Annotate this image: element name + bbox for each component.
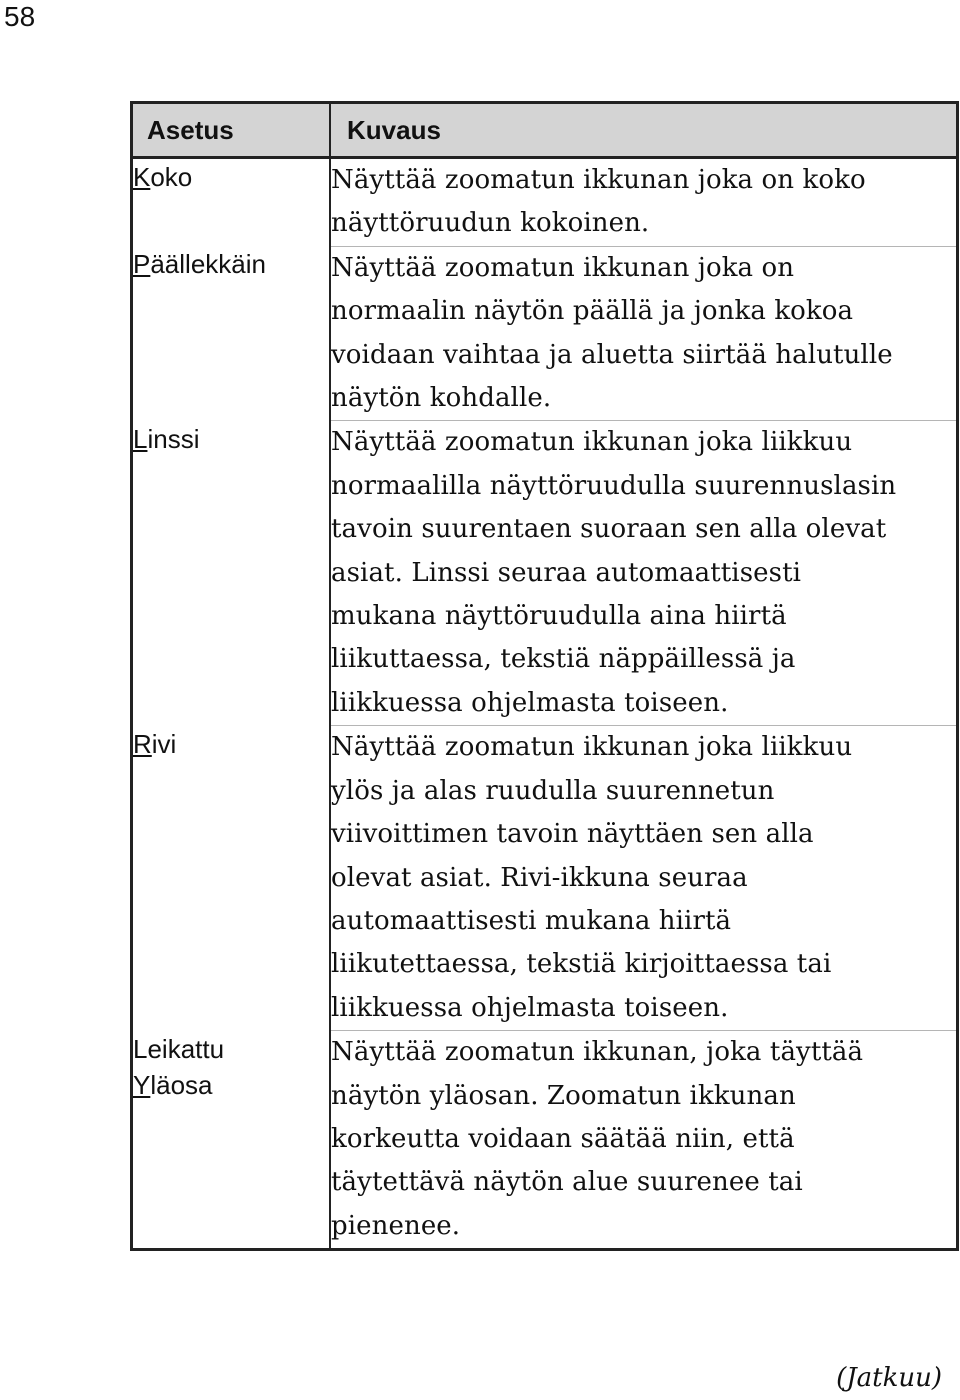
- continued-label: (Jatkuu): [836, 1363, 942, 1393]
- setting-label: läosa: [150, 1069, 213, 1100]
- setting-hotkey: L: [133, 423, 148, 454]
- setting-name: [132, 421, 331, 726]
- setting-description: Näyttää zoomatun ikkunan, joka täyttää näytön yläosan. Zoomatun ikkunan korkeutta voidaan säätää niin, että täytettävä näytön alue suurenee tai pienenee.: [330, 1031, 958, 1250]
- header-setting: Asetus: [132, 103, 331, 158]
- setting-name: [132, 1031, 331, 1250]
- setting-description: Näyttää zoomatun ikkunan joka on normaalin näytön päällä ja jonka kokoa voidaan vaihtaa ja aluetta siirtää halutulle näytön kohdalle.: [330, 246, 958, 421]
- table-header-row: [132, 103, 958, 158]
- table-row: [132, 158, 958, 247]
- table-row: [132, 421, 958, 726]
- setting-description: Näyttää zoomatun ikkunan joka liikkuu ylös ja alas ruudulla suurennetun viivoittimen tavoin näyttäen sen alla olevat asiat. Rivi-ikkuna seuraa automaattisesti mukana hiirtä liikutettaessa, tekstiä kirjoittaessa tai liikkuessa ohjelmasta toiseen.: [330, 726, 958, 1031]
- setting-label: ivi: [151, 728, 177, 759]
- setting-name: [132, 158, 331, 247]
- table-row: [132, 246, 958, 421]
- table-row: [132, 726, 958, 1031]
- setting-name: [132, 246, 331, 421]
- setting-hotkey: K: [133, 162, 151, 192]
- header-description: Kuvaus: [330, 103, 958, 158]
- setting-description: Näyttää zoomatun ikkunan joka on koko näyttöruudun kokoinen.: [331, 165, 866, 239]
- setting-hotkey: P: [133, 249, 151, 280]
- setting-label: inssi: [147, 423, 200, 454]
- setting-hotkey: Y: [133, 1069, 151, 1100]
- page-number: 58: [4, 1, 36, 32]
- setting-hotkey: R: [133, 728, 152, 759]
- setting-name: [132, 726, 331, 1031]
- setting-label: äällekkäin: [150, 249, 266, 280]
- setting-label-line1: Leikattu: [133, 1033, 225, 1064]
- setting-label: oko: [150, 162, 193, 192]
- settings-table: [130, 101, 959, 1251]
- table-row: [132, 1031, 958, 1250]
- setting-description: Näyttää zoomatun ikkunan joka liikkuu normaalilla näyttöruudulla suurennuslasin tavoin suurentaen suoraan sen alla olevat asiat. Linssi seuraa automaattisesti mukana näyttöruudulla aina hiirtä liikuttaessa, tekstiä näppäillessä ja liikkuessa ohjelmasta toiseen.: [330, 421, 958, 726]
